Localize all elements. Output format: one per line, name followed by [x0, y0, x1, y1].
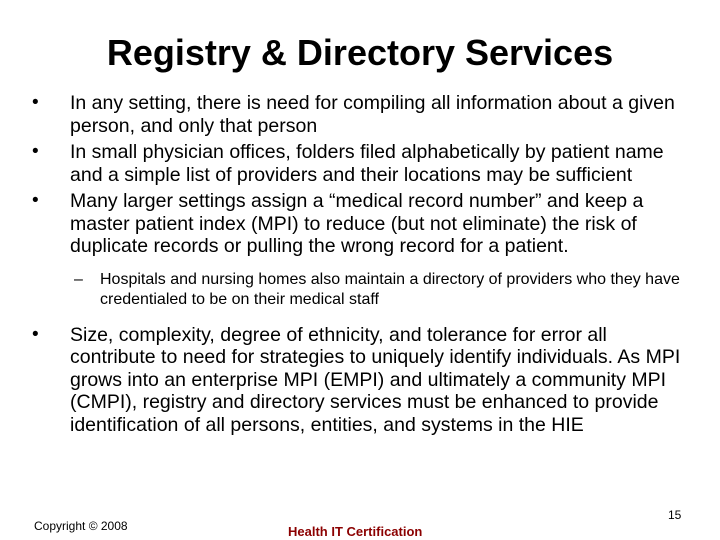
sub-bullet-text: Hospitals and nursing homes also maintain a directory of providers who they have credentialed to be on their medical staff [100, 270, 680, 308]
bullet-text: Many larger settings assign a “medical record number” and keep a master patient index (MPI) to reduce (but not eliminate) the risk of duplicate records or pulling the wrong record for a patient. [70, 190, 644, 257]
bullet-glyph: • [32, 323, 39, 345]
bullet-text: Size, complexity, degree of ethnicity, and tolerance for error all contribute to need for strategies to uniquely identify individuals. As MPI grows into an enterprise MPI (EMPI) and ultimately a community MPI (CMPI), registry and directory services must be enhanced to provide identification of all persons, entities, and systems in the HIE [70, 323, 681, 436]
bullet-item [26, 190, 696, 258]
slide-body [26, 92, 696, 440]
bullet-item [26, 324, 696, 437]
bullet-text: In small physician offices, folders filed alphabetically by patient name and a simple list of providers and their locations may be sufficient [70, 141, 664, 186]
bullet-glyph: • [32, 92, 39, 113]
copyright-text: Copyright © 2008 [34, 519, 128, 533]
sub-bullet-list [26, 270, 696, 310]
bullet-item [26, 141, 696, 186]
sub-bullet-item [26, 270, 696, 310]
page-number: 15 [668, 508, 682, 522]
bullet-item [26, 92, 696, 137]
bullet-text: In any setting, there is need for compiling all information about a given person, and only that person [70, 92, 675, 137]
bullet-list-continued [26, 324, 696, 437]
bullet-glyph: • [32, 141, 39, 162]
dash-glyph: – [74, 270, 83, 288]
bullet-glyph: • [32, 190, 39, 211]
footer-center-text: Health IT Certification [288, 524, 423, 539]
bullet-list [26, 92, 696, 258]
slide-title: Registry & Directory Services [106, 32, 614, 73]
